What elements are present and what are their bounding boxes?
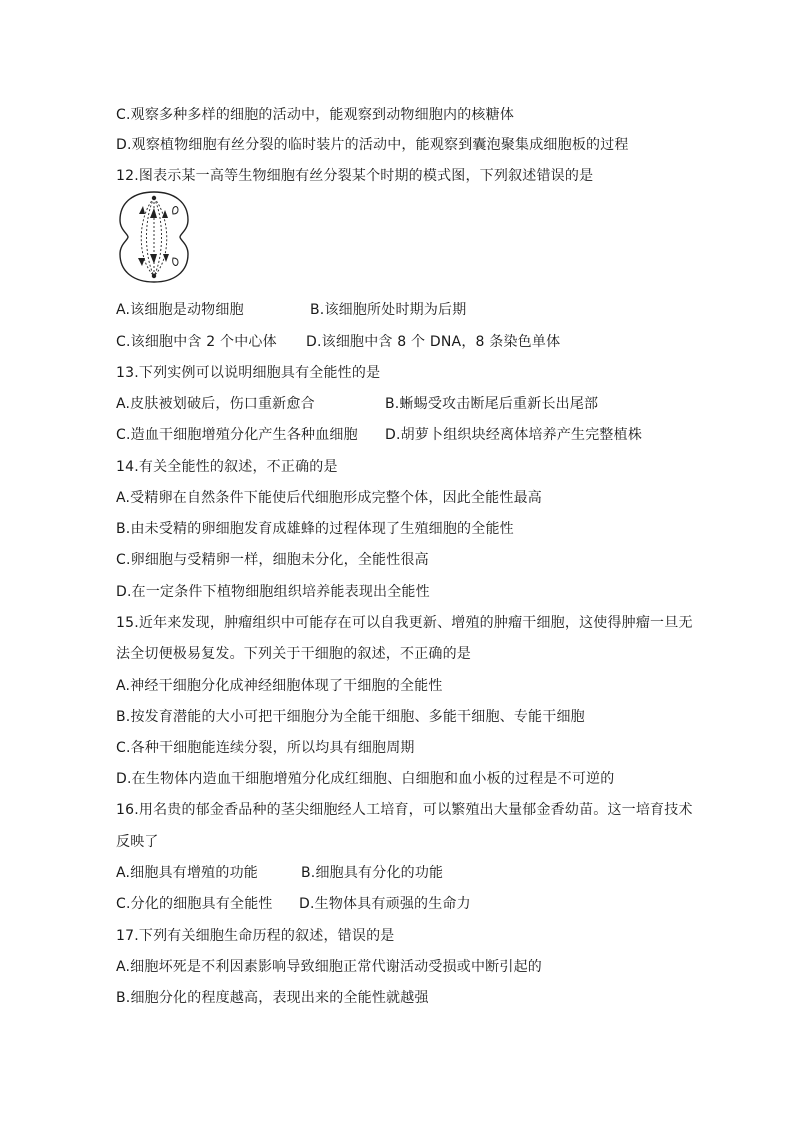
question-12-stem: 12.图表示某一高等生物细胞有丝分裂某个时期的模式图，下列叙述错误的是 xyxy=(116,168,594,184)
question-13-stem: 13.下列实例可以说明细胞具有全能性的是 xyxy=(116,365,381,381)
option-16c: C.分化的细胞具有全能性 xyxy=(116,896,273,912)
chromosomes-lower xyxy=(138,254,178,266)
option-16b: B.细胞具有分化的功能 xyxy=(301,865,444,881)
question-15-stem-line2: 法全切便极易复发。下列关于干细胞的叙述，不正确的是 xyxy=(116,646,471,662)
option-15a: A.神经干细胞分化成神经细胞体现了干细胞的全能性 xyxy=(116,678,443,694)
option-16a: A.细胞具有增殖的功能 xyxy=(116,865,258,881)
question-16-stem-line1: 16.用名贵的郁金香品种的茎尖细胞经人工培育，可以繁殖出大量郁金香幼苗。这一培育技术 xyxy=(116,802,693,818)
option-16d: D.生物体具有顽强的生命力 xyxy=(299,896,471,912)
question-14-stem: 14.有关全能性的叙述，不正确的是 xyxy=(116,459,338,475)
option-14c: C.卵细胞与受精卵一样，细胞未分化，全能性很高 xyxy=(116,552,429,568)
option-13a: A.皮肤被划破后，伤口重新愈合 xyxy=(116,396,315,412)
question-17-stem: 17.下列有关细胞生命历程的叙述，错误的是 xyxy=(116,928,395,944)
option-13c: C.造血干细胞增殖分化产生各种血细胞 xyxy=(116,427,358,443)
option-12d: D.该细胞中含 8 个 DNA，8 条染色单体 xyxy=(306,334,561,350)
option-15d: D.在生物体内造血干细胞增殖分化成红细胞、白细胞和血小板的过程是不可逆的 xyxy=(116,771,615,787)
option-17b: B.细胞分化的程度越高，表现出来的全能性就越强 xyxy=(116,990,429,1006)
option-15c: C.各种干细胞能连续分裂，所以均具有细胞周期 xyxy=(116,740,415,756)
option-11c: C.观察多种多样的细胞的活动中，能观察到动物细胞内的核糖体 xyxy=(116,107,515,123)
mitosis-cell-figure xyxy=(116,188,192,286)
question-15-stem-line1: 15.近年来发现，肿瘤组织中可能存在可以自我更新、增殖的肿瘤干细胞，这使得肿瘤一旦无 xyxy=(116,615,693,631)
option-12c: C.该细胞中含 2 个中心体 xyxy=(116,334,277,350)
option-13d: D.胡萝卜组织块经离体培养产生完整植株 xyxy=(385,427,643,443)
option-14a: A.受精卵在自然条件下能使后代细胞形成完整个体，因此全能性最高 xyxy=(116,490,542,506)
option-15b: B.按发育潜能的大小可把干细胞分为全能干细胞、多能干细胞、专能干细胞 xyxy=(116,709,585,725)
option-14b: B.由未受精的卵细胞发育成雄蜂的过程体现了生殖细胞的全能性 xyxy=(116,521,514,537)
option-13b: B.蜥蜴受攻击断尾后重新长出尾部 xyxy=(385,396,599,412)
option-12b: B.该细胞所处时期为后期 xyxy=(310,302,467,318)
option-11d: D.观察植物细胞有丝分裂的临时装片的活动中，能观察到囊泡聚集成细胞板的过程 xyxy=(116,137,629,153)
question-16-stem-line2: 反映了 xyxy=(116,834,159,850)
option-14d: D.在一定条件下植物细胞组织培养能表现出全能性 xyxy=(116,584,430,600)
option-17a: A.细胞坏死是不利因素影响导致细胞正常代谢活动受损或中断引起的 xyxy=(116,959,542,975)
cell-membrane xyxy=(120,192,188,282)
option-12a: A.该细胞是动物细胞 xyxy=(116,302,244,318)
